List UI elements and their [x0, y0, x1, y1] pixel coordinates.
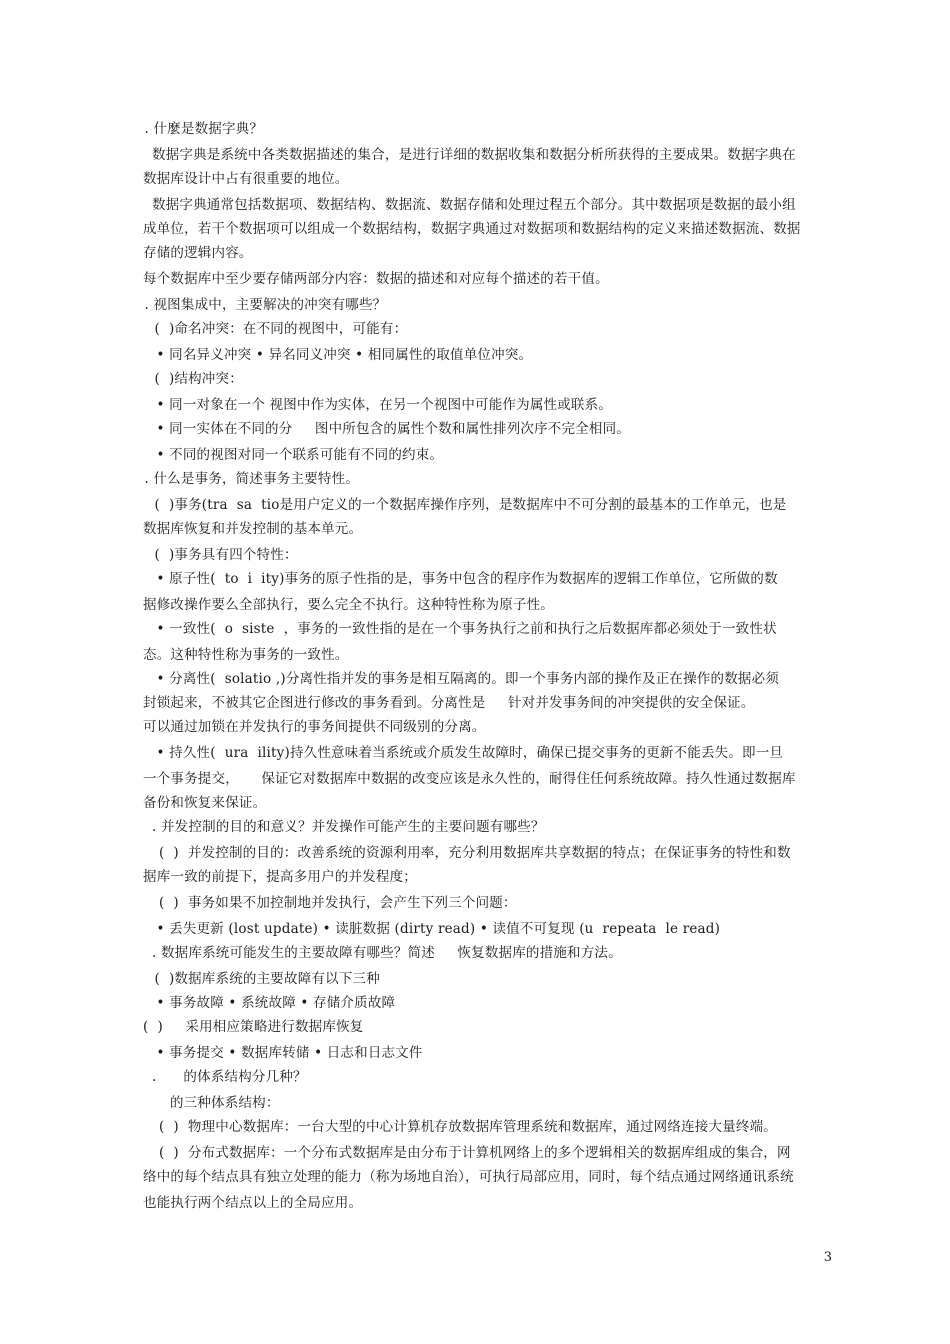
- paragraph-line: ( ) 并发控制的目的：改善系统的资源利用率，充分利用数据库共享数据的特点；在保证事务的特性和数: [150, 845, 791, 861]
- bullet-line: • 事务故障 • 系统故障 • 存储介质故障: [152, 995, 396, 1011]
- paragraph-line: ( )事务具有四个特性：: [150, 547, 298, 563]
- paragraph-line: ( ) 事务如果不加控制地并发执行，会产生下列三个问题：: [150, 895, 517, 911]
- heading-view-integration: . 视图集成中，主要解决的冲突有哪些？: [140, 297, 387, 313]
- paragraph-line: ( ) 分布式数据库：一个分布式数据库是由分布于计算机网络上的多个逻辑相关的数据库组成的集合，网: [150, 1145, 791, 1161]
- paragraph-line: 可以通过加锁在并发执行的事务间提供不同级别的分离。: [143, 719, 486, 735]
- paragraph-line: ( ) 采用相应策略进行数据库恢复: [143, 1019, 364, 1035]
- paragraph-line: 也能执行两个结点以上的全局应用。: [143, 1195, 363, 1211]
- bullet-line: • 原子性( to i ity)事务的原子性指的是，事务中包含的程序作为数据库的逻辑工作单位，它所做的数: [152, 571, 778, 587]
- paragraph-line: 络中的每个结点具有独立处理的能力（称为场地自治），可执行局部应用，同时，每个结点通过网络通讯系统: [143, 1169, 794, 1185]
- heading-architecture: . 的体系结构分几种？: [143, 1069, 307, 1085]
- bullet-line: • 一致性( o siste ，事务的一致性指的是在一个事务执行之前和执行之后数据库都必须处于一致性状: [152, 621, 777, 637]
- paragraph-line: ( )数据库系统的主要故障有以下三种: [150, 971, 380, 987]
- paragraph-line: 数据库设计中占有很重要的地位。: [143, 171, 349, 187]
- paragraph-line: 一个事务提交， 保证它对数据库中数据的改变应该是永久性的，耐得住任何系统故障。持久性通过数据库: [143, 771, 796, 787]
- paragraph-line: 备份和恢复来保证。: [143, 795, 267, 811]
- paragraph-line: 数据库恢复和并发控制的基本单元。: [143, 521, 363, 537]
- bullet-line: • 同一实体在不同的分 图中所包含的属性个数和属性排列次序不完全相同。: [152, 421, 631, 437]
- bullet-line: • 不同的视图对同一个联系可能有不同的约束。: [152, 447, 444, 463]
- paragraph-line: 数据字典通常包括数据项、数据结构、数据流、数据存储和处理过程五个部分。其中数据项是数据的最小组: [143, 197, 796, 213]
- paragraph-line: 每个数据库中至少要存储两部分内容：数据的描述和对应每个描述的若干值。: [143, 271, 609, 287]
- paragraph-line: ( )结构冲突：: [150, 371, 243, 387]
- bullet-line: • 持久性( ura ility)持久性意味着当系统或介质发生故障时，确保已提交事务的更新不能丢失。即一旦: [152, 745, 784, 761]
- bullet-line: • 事务提交 • 数据库转储 • 日志和日志文件: [152, 1045, 423, 1061]
- paragraph-line: 数据字典是系统中各类数据描述的集合，是进行详细的数据收集和数据分析所获得的主要成果。数据字典在: [143, 147, 796, 163]
- paragraph-line: 据库一致的前提下，提高多用户的并发程度；: [143, 869, 417, 885]
- paragraph-line: ( )事务(tra sa tio是用户定义的一个数据库操作序列，是数据库中不可分割的最基本的工作单元，也是: [150, 497, 787, 513]
- paragraph-line: 据修改操作要么全部执行，要么完全不执行。这种特性称为原子性。: [143, 597, 554, 613]
- bullet-line: • 同名异义冲突 • 异名同义冲突 • 相同属性的取值单位冲突。: [152, 347, 533, 363]
- heading-transaction: . 什么是事务，简述事务主要特性。: [140, 471, 359, 487]
- paragraph-line: 封锁起来，不被其它企图进行修改的事务看到。分离性是 针对并发事务间的冲突提供的安全保证。: [143, 695, 755, 711]
- bullet-line: • 同一对象在一个 视图中作为实体，在另一个视图中可能作为属性或联系。: [152, 397, 613, 413]
- page-number: 3: [823, 1250, 832, 1265]
- heading-concurrency: . 并发控制的目的和意义？并发操作可能产生的主要问题有哪些？: [143, 819, 545, 835]
- paragraph-line: ( )命名冲突：在不同的视图中，可能有：: [150, 321, 408, 337]
- paragraph-line: ( ) 物理中心数据库：一台大型的中心计算机存放数据库管理系统和数据库，通过网络连接大量终端。: [150, 1119, 777, 1135]
- heading-failures: . 数据库系统可能发生的主要故障有哪些？简述 恢复数据库的措施和方法。: [143, 945, 622, 961]
- bullet-line: • 分离性( solatio ,)分离性指并发的事务是相互隔离的。即一个事务内部的操作及正在操作的数据必须: [152, 671, 780, 687]
- paragraph-line: 存储的逻辑内容。: [143, 245, 253, 261]
- bullet-line: • 丢失更新 (lost update) • 读脏数据 (dirty read) • 读值不可复现 (u repeata le read): [152, 921, 721, 937]
- heading-data-dictionary: . 什麼是数据字典？: [140, 121, 264, 137]
- paragraph-line: 的三种体系结构：: [143, 1095, 280, 1111]
- paragraph-line: 成单位，若干个数据项可以组成一个数据结构，数据字典通过对数据项和数据结构的定义来描述数据流、数据: [143, 221, 801, 237]
- paragraph-line: 态。这种特性称为事务的一致性。: [143, 647, 349, 663]
